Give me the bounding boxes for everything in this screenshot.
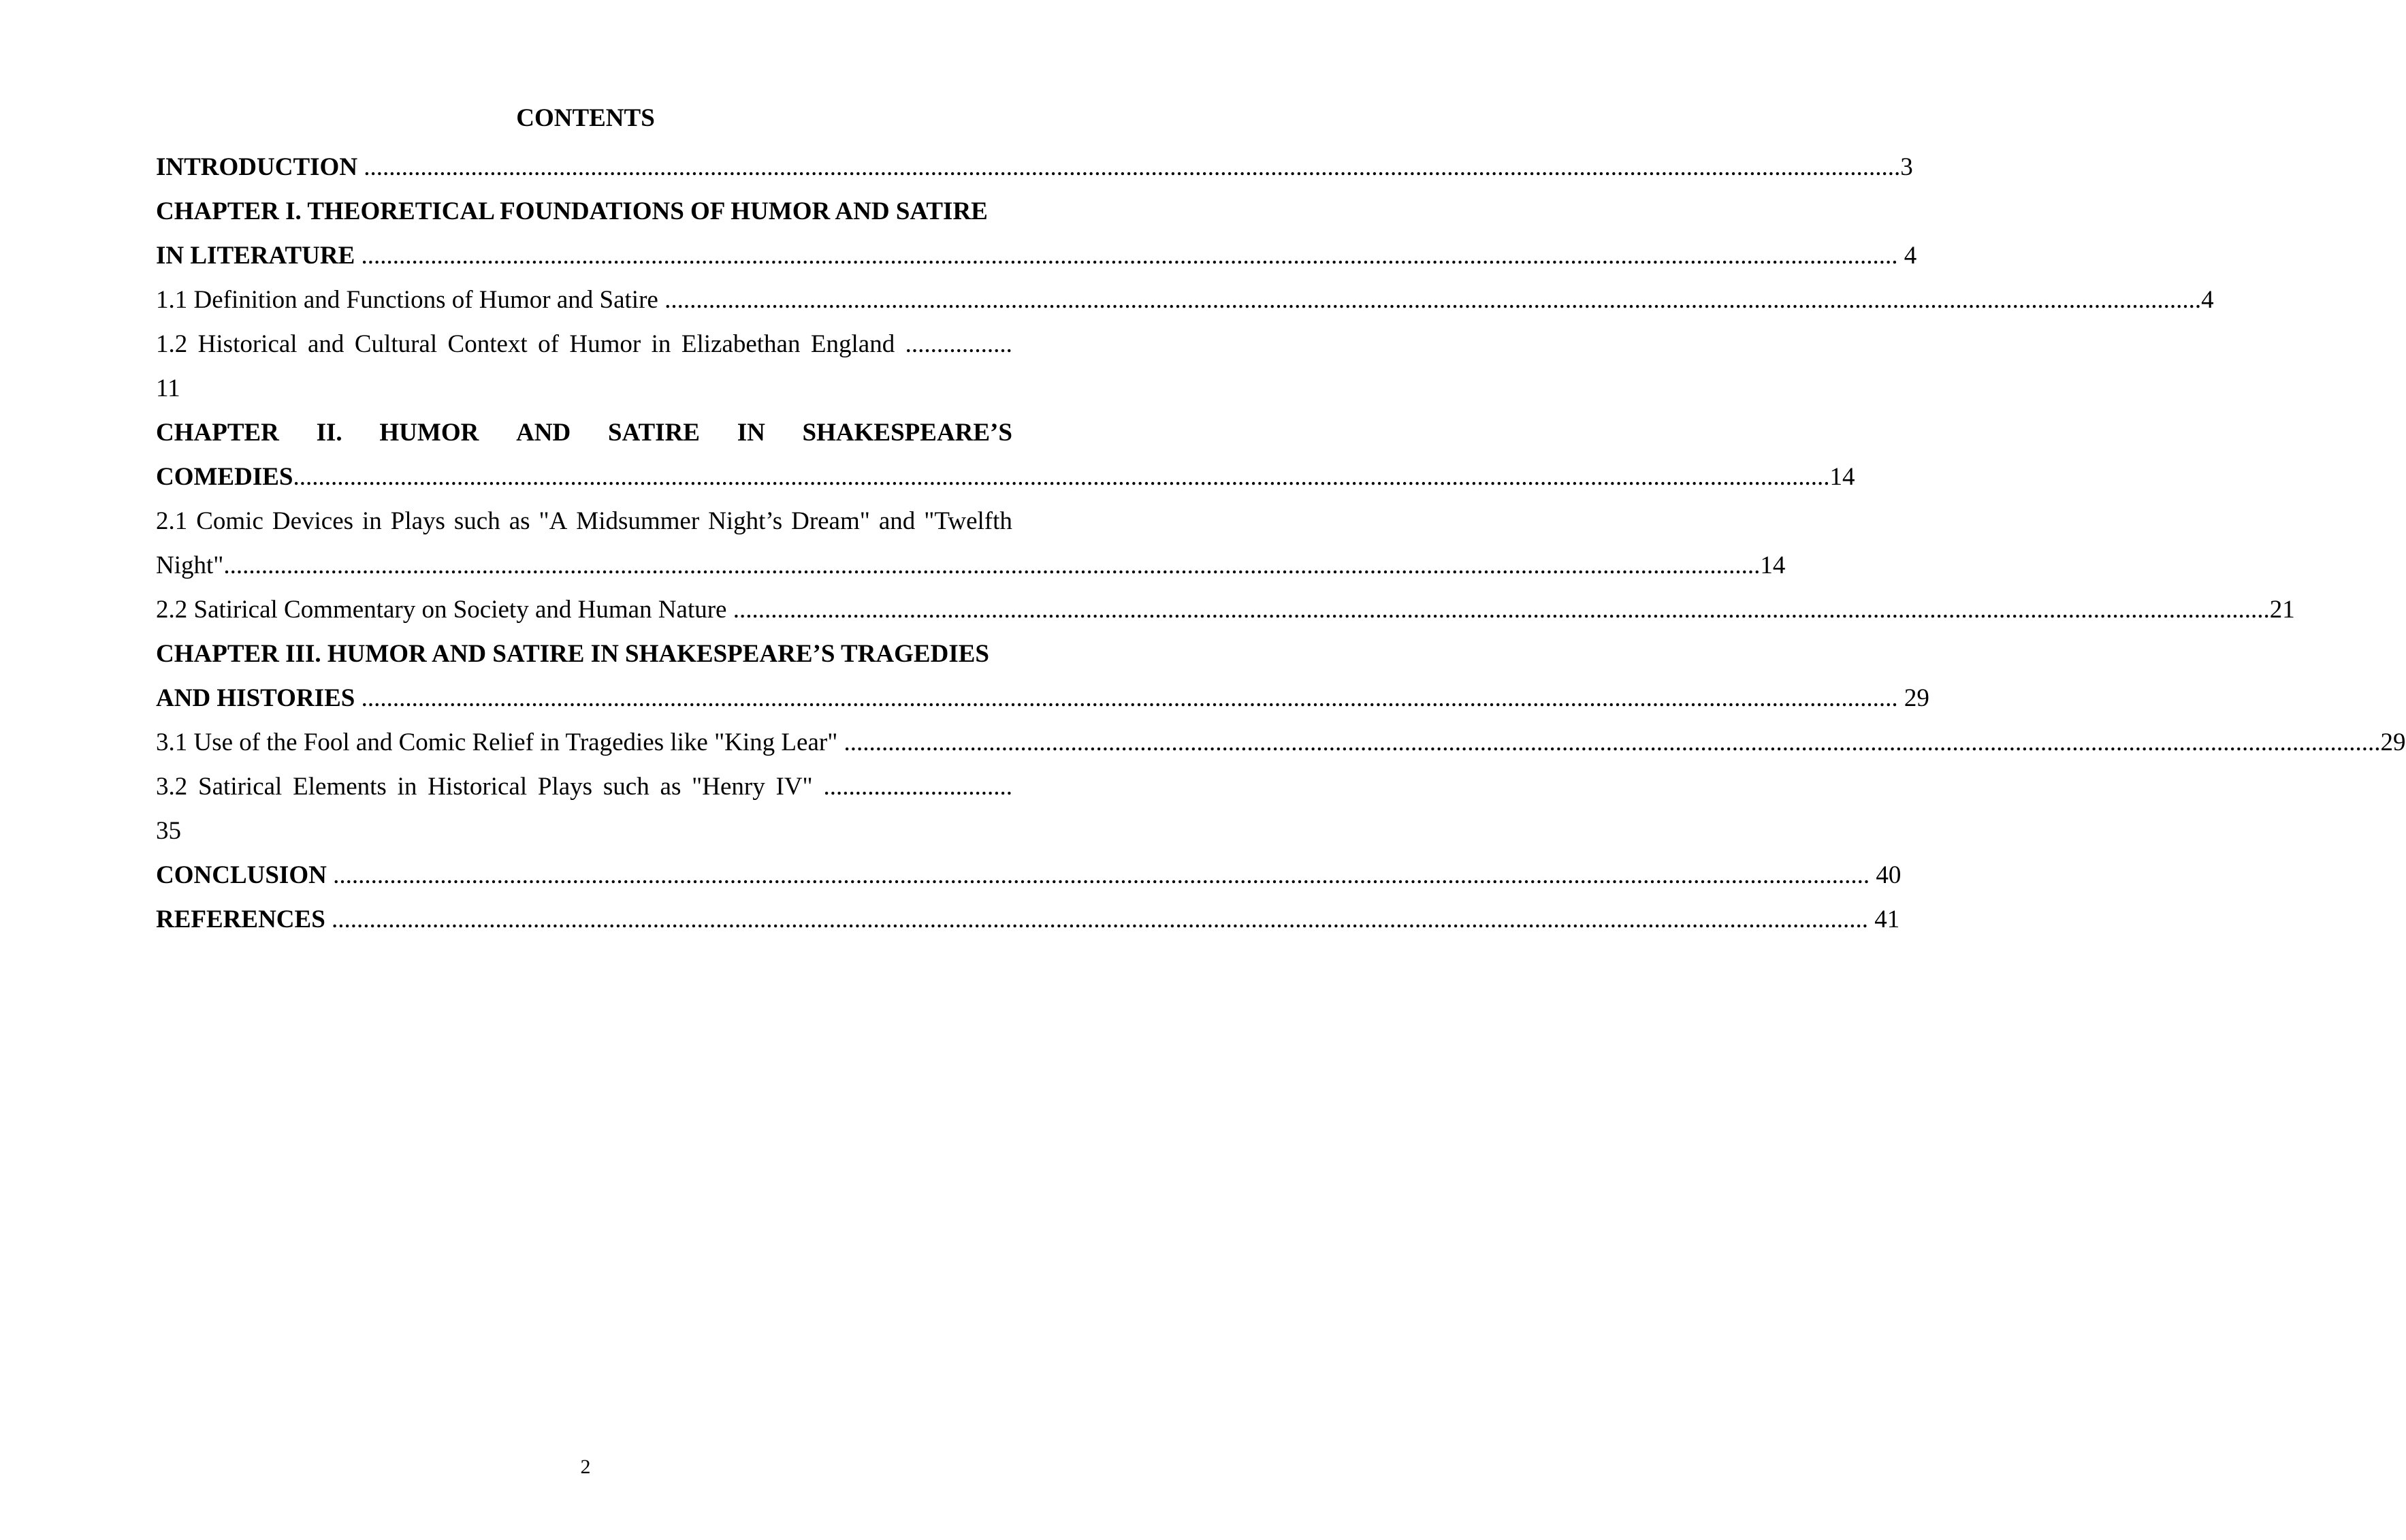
- toc-entry-chapter-2-line-1[interactable]: CHAPTER II. HUMOR AND SATIRE IN SHAKESPEARE’S: [156, 419, 1012, 447]
- dot-leader: ....................................................................................................................................................................................................................................................: [733, 596, 2270, 624]
- toc-entry-chapter-2-line-2[interactable]: [156, 455, 1855, 499]
- toc-entry-section-1-2-page[interactable]: [156, 366, 1012, 411]
- toc-entry-label: 2.2 Satirical Commentary on Society and Human Nature: [156, 596, 727, 624]
- toc-entry-section-3-2-page[interactable]: [156, 809, 1012, 853]
- toc-entry-section-1-1[interactable]: [156, 278, 2214, 322]
- dot-leader: ....................................................................................................................................................................................................................................................: [844, 728, 2381, 756]
- toc-entry-page: 29: [1904, 684, 1929, 712]
- toc-entry-section-1-2-line-1[interactable]: 1.2 Historical and Cultural Context of Humor in Elizabethan England .................: [156, 322, 1012, 366]
- toc-entry-label: IN LITERATURE: [156, 242, 355, 270]
- toc-entry-chapter-1-line-1[interactable]: [156, 189, 1012, 234]
- toc-entry-label: INTRODUCTION: [156, 153, 358, 181]
- dot-leader: ....................................................................................................................................................................................................................................................: [361, 684, 1898, 712]
- dot-leader: ....................................................................................................................................................................................................................................................: [333, 861, 1870, 889]
- toc-entry-conclusion[interactable]: [156, 853, 1902, 897]
- dot-leader: .................: [905, 330, 1012, 358]
- toc-entry-page: 14: [1760, 551, 1786, 579]
- toc-entry-section-2-2[interactable]: [156, 588, 2295, 632]
- toc-entry-page: 4: [2201, 286, 2214, 314]
- toc-entry-label: CHAPTER I. THEORETICAL FOUNDATIONS OF HUMOR AND SATIRE: [156, 197, 988, 225]
- toc-entry-label: 3.1 Use of the Fool and Comic Relief in Tragedies like "King Lear": [156, 728, 838, 756]
- dot-leader: ....................................................................................................................................................................................................................................................: [664, 286, 2202, 314]
- dot-leader: ....................................................................................................................................................................................................................................................: [223, 551, 1761, 579]
- toc-entry-chapter-1-line-2[interactable]: [156, 234, 1917, 278]
- toc-entry-page: 29: [2380, 728, 2406, 756]
- contents-title: CONTENTS: [516, 104, 655, 132]
- toc-entry-page: 11: [156, 374, 180, 402]
- toc-entry-label: AND HISTORIES: [156, 684, 355, 712]
- toc-list: [156, 145, 2406, 942]
- page-number: 2: [580, 1456, 591, 1478]
- toc-entry-page: 35: [156, 817, 181, 845]
- toc-entry-label: Night": [156, 551, 224, 579]
- toc-entry-page: 21: [2269, 596, 2295, 624]
- toc-entry-section-3-1[interactable]: [156, 720, 2406, 765]
- toc-entry-page: 41: [1874, 905, 1900, 933]
- toc-entry-chapter-3-line-2[interactable]: [156, 676, 1929, 720]
- toc-entry-introduction[interactable]: [156, 145, 1913, 189]
- dot-leader: ..............................: [823, 773, 1012, 801]
- toc-entry-page: 3: [1900, 153, 1913, 181]
- dot-leader: ....................................................................................................................................................................................................................................................: [361, 242, 1898, 270]
- toc-entry-section-2-1-line-1[interactable]: 2.1 Comic Devices in Plays such as "A Midsummer Night’s Dream" and "Twelfth: [156, 507, 1012, 535]
- toc-entry-label: COMEDIES: [156, 463, 293, 491]
- dot-leader: ....................................................................................................................................................................................................................................................: [293, 463, 1830, 491]
- dot-leader: ....................................................................................................................................................................................................................................................: [364, 153, 1901, 181]
- toc-entry-references[interactable]: [156, 897, 1900, 942]
- dot-leader: ....................................................................................................................................................................................................................................................: [332, 905, 1869, 933]
- toc-entry-page: 14: [1829, 463, 1855, 491]
- toc-entry-label: REFERENCES: [156, 905, 325, 933]
- toc-entry-chapter-3-line-1[interactable]: [156, 632, 1012, 676]
- toc-entry-label: CHAPTER III. HUMOR AND SATIRE IN SHAKESPEARE’S TRAGEDIES: [156, 640, 989, 668]
- toc-entry-page: 4: [1904, 242, 1917, 270]
- toc-entry-section-2-1-line-2[interactable]: [156, 543, 1786, 588]
- toc-entry-page: 40: [1876, 861, 1902, 889]
- toc-entry-label: 1.1 Definition and Functions of Humor and Satire: [156, 286, 658, 314]
- toc-entry-section-3-2-line-1[interactable]: 3.2 Satirical Elements in Historical Plays such as "Henry IV" ..............................: [156, 765, 1012, 809]
- toc-entry-label: CONCLUSION: [156, 861, 327, 889]
